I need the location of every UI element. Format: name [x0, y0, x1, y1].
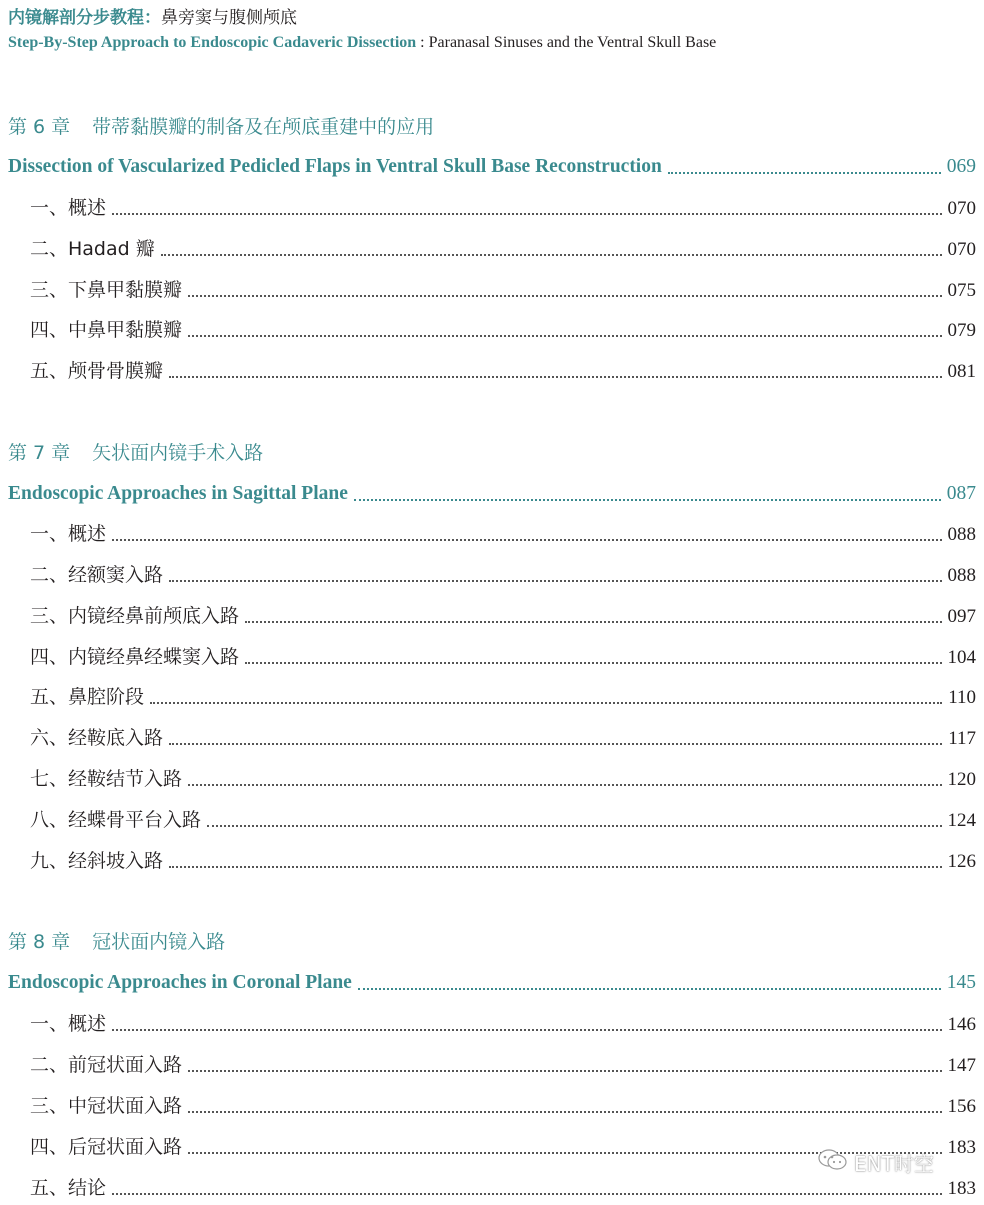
- wechat-icon: [818, 1148, 848, 1177]
- page-number: 088: [947, 524, 976, 545]
- header-title-en-rest: : Paranasal Sinuses and the Ventral Skull Base: [416, 34, 717, 51]
- page-number: 183: [947, 1178, 976, 1199]
- entry-label: 三、中冠状面入路: [30, 1095, 183, 1117]
- toc-entry[interactable]: [30, 846, 976, 876]
- entry-label: 六、经鞍底入路: [30, 727, 164, 749]
- chapter-title-zh: 冠状面内镜入路: [92, 931, 226, 953]
- chapter-8-entry[interactable]: [8, 968, 976, 998]
- dot-leader: [668, 172, 941, 174]
- dot-leader: [245, 621, 941, 623]
- entry-label: 三、内镜经鼻前颅底入路: [30, 605, 240, 627]
- entry-label: 五、鼻腔阶段: [30, 686, 145, 708]
- chapter-6-entry[interactable]: [8, 152, 976, 182]
- page-header: [8, 6, 716, 54]
- page-number: 145: [946, 972, 976, 993]
- dot-leader: [112, 1029, 941, 1031]
- entry-label: 四、内镜经鼻经蝶窦入路: [30, 646, 240, 668]
- toc-entry[interactable]: [30, 1091, 976, 1121]
- toc-entry[interactable]: [30, 805, 976, 835]
- chapter-number: 第 7 章: [8, 442, 71, 464]
- entry-label: 二、前冠状面入路: [30, 1054, 183, 1076]
- dot-leader: [169, 866, 941, 868]
- dot-leader: [169, 743, 942, 745]
- chapter-8-heading: [8, 929, 225, 955]
- page-number: 069: [946, 156, 976, 177]
- page-number: 124: [947, 810, 976, 831]
- dot-leader: [161, 254, 942, 256]
- dot-leader: [112, 1193, 941, 1195]
- page-number: 088: [947, 565, 976, 586]
- toc-entry[interactable]: [30, 193, 976, 223]
- chapter-title-en: Dissection of Vascularized Pedicled Flaps in Ventral Skull Base Reconstruction: [8, 156, 662, 177]
- entry-label: 一、概述: [30, 1013, 107, 1035]
- page-number: 183: [947, 1137, 976, 1158]
- entry-label: 四、中鼻甲黏膜瓣: [30, 319, 183, 341]
- dot-leader: [188, 295, 941, 297]
- entry-label: 九、经斜坡入路: [30, 850, 164, 872]
- dot-leader: [358, 988, 941, 990]
- entry-label: 三、下鼻甲黏膜瓣: [30, 279, 183, 301]
- toc-entry[interactable]: [30, 1009, 976, 1039]
- entry-label: 二、Hadad 瓣: [30, 238, 155, 260]
- dot-leader: [188, 1111, 941, 1113]
- page-number: 079: [947, 320, 976, 341]
- page-number: 070: [947, 239, 976, 260]
- entry-label: 五、颅骨骨膜瓣: [30, 360, 164, 382]
- toc-entry[interactable]: [30, 1050, 976, 1080]
- chapter-6-heading: [8, 114, 434, 140]
- entry-label: 四、后冠状面入路: [30, 1136, 183, 1158]
- toc-entry[interactable]: [30, 682, 976, 712]
- dot-leader: [207, 825, 941, 827]
- toc-entry[interactable]: [30, 560, 976, 590]
- page-number: 146: [947, 1014, 976, 1035]
- entry-label: 一、概述: [30, 197, 107, 219]
- dot-leader: [354, 499, 941, 501]
- dot-leader: [112, 213, 941, 215]
- dot-leader: [245, 662, 941, 664]
- toc-entry[interactable]: [30, 601, 976, 631]
- entry-label: 二、经额窦入路: [30, 564, 164, 586]
- toc-entry[interactable]: [30, 1173, 976, 1203]
- chapter-title-zh: 带蒂黏膜瓣的制备及在颅底重建中的应用: [92, 116, 435, 138]
- entry-label: 七、经鞍结节入路: [30, 768, 183, 790]
- page-number: 117: [948, 728, 976, 749]
- toc-entry[interactable]: [30, 356, 976, 386]
- header-title-zh-rest: 鼻旁窦与腹侧颅底: [161, 8, 297, 28]
- page-number: 081: [947, 361, 976, 382]
- page-number: 110: [948, 687, 976, 708]
- chapter-title-en: Endoscopic Approaches in Sagittal Plane: [8, 483, 348, 504]
- dot-leader: [188, 1070, 941, 1072]
- toc-entry[interactable]: [30, 764, 976, 794]
- dot-leader: [150, 702, 942, 704]
- entry-label: 五、结论: [30, 1177, 107, 1199]
- dot-leader: [169, 580, 941, 582]
- toc-entry[interactable]: [30, 519, 976, 549]
- dot-leader: [112, 539, 941, 541]
- toc-entry[interactable]: [30, 723, 976, 753]
- toc-entry[interactable]: [30, 315, 976, 345]
- page-number: 120: [947, 769, 976, 790]
- toc-entry[interactable]: [30, 234, 976, 264]
- dot-leader: [188, 335, 941, 337]
- entry-label: 八、经蝶骨平台入路: [30, 809, 202, 831]
- header-title-zh: [8, 6, 716, 30]
- watermark-text: ENT时空: [854, 1152, 934, 1176]
- dot-leader: [188, 784, 941, 786]
- chapter-title-zh: 矢状面内镜手术入路: [92, 442, 264, 464]
- watermark: [818, 1148, 934, 1177]
- page-number: 097: [947, 606, 976, 627]
- page-number: 087: [946, 483, 976, 504]
- header-title-en: [8, 32, 716, 54]
- toc-entry[interactable]: [30, 275, 976, 305]
- page-number: 104: [947, 647, 976, 668]
- toc-entry[interactable]: [30, 642, 976, 672]
- chapter-7-entry[interactable]: [8, 479, 976, 509]
- chapter-7-heading: [8, 440, 263, 466]
- chapter-title-en: Endoscopic Approaches in Coronal Plane: [8, 972, 352, 993]
- header-title-zh-bold: 内镜解剖分步教程：: [8, 8, 161, 28]
- page-number: 156: [947, 1096, 976, 1117]
- chapter-number: 第 6 章: [8, 116, 71, 138]
- page-number: 147: [947, 1055, 976, 1076]
- header-title-en-bold: Step-By-Step Approach to Endoscopic Cadaveric Dissection: [8, 34, 417, 51]
- chapter-number: 第 8 章: [8, 931, 71, 953]
- entry-label: 一、概述: [30, 523, 107, 545]
- dot-leader: [169, 376, 941, 378]
- page-number: 070: [947, 198, 976, 219]
- page-number: 075: [947, 280, 976, 301]
- page-number: 126: [947, 851, 976, 872]
